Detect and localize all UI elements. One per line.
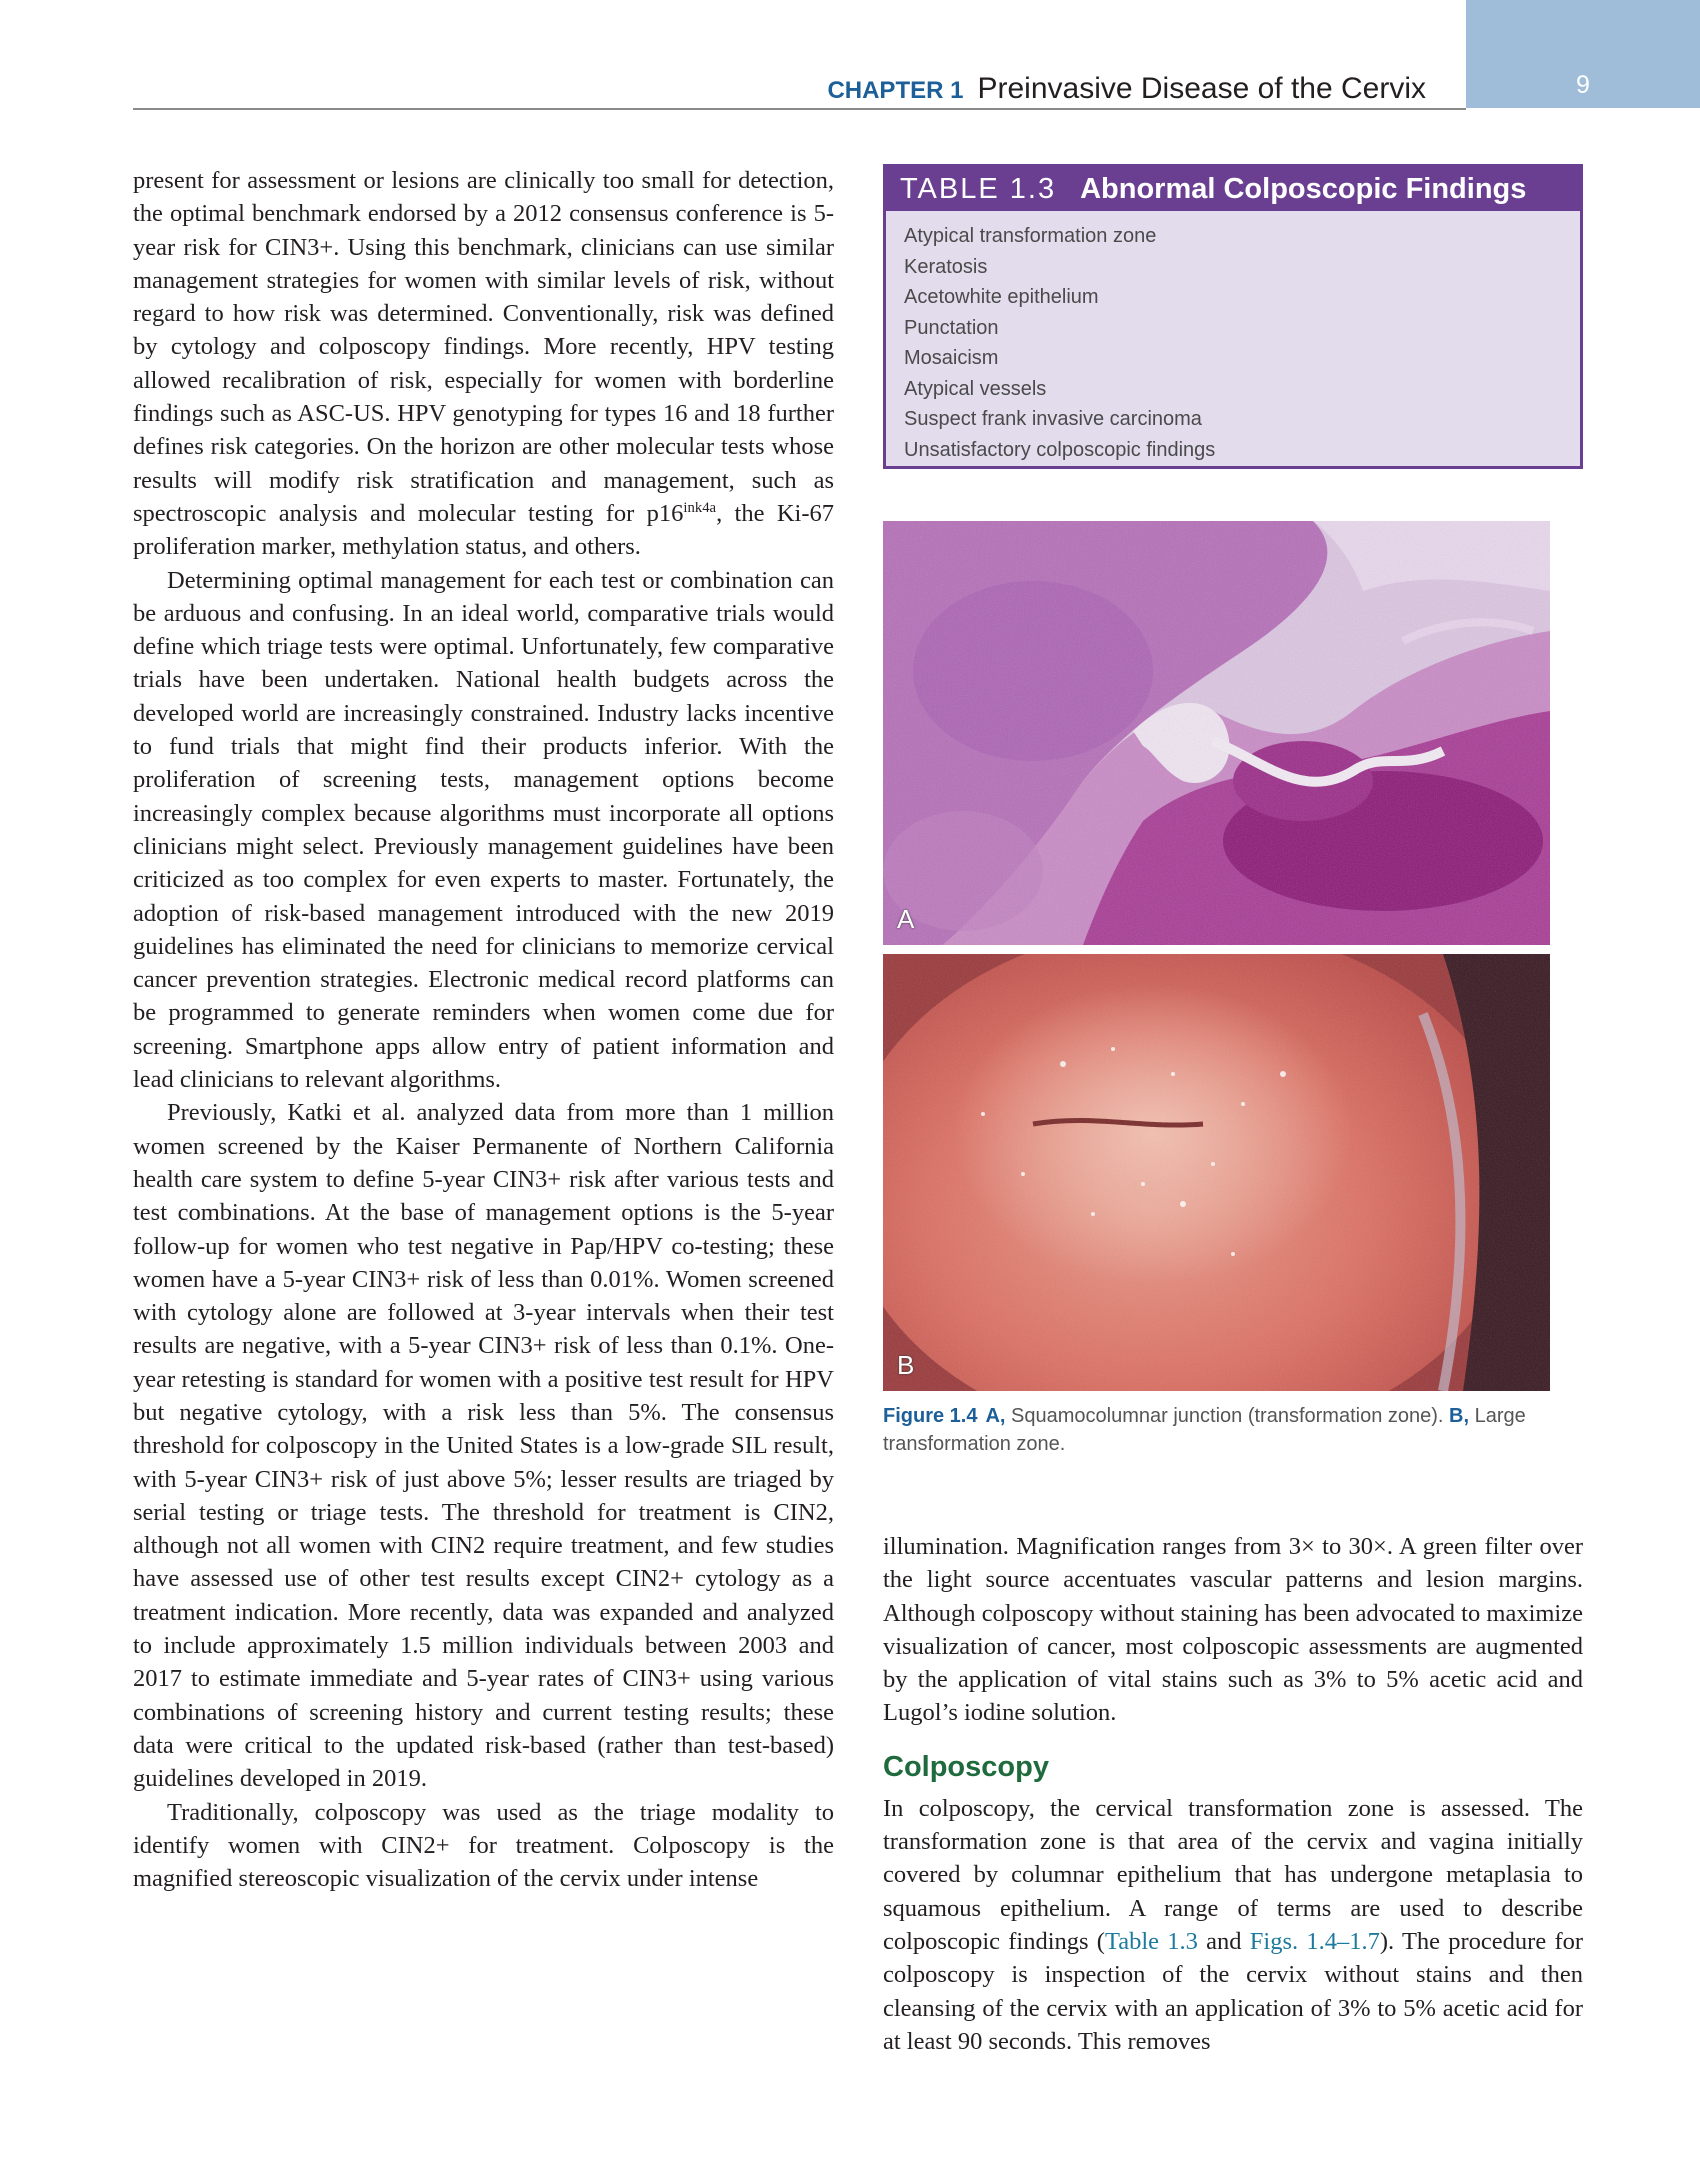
table-list: [886, 211, 1580, 465]
chapter-label: CHAPTER 1: [827, 77, 964, 104]
list-item: Atypical transformation zone: [904, 225, 1157, 247]
list-item: Keratosis: [904, 255, 988, 278]
superscript: ink4a: [683, 499, 717, 516]
histology-image: [883, 521, 1550, 945]
right-column: [883, 1530, 1583, 2058]
list-item: Atypical vessels: [904, 377, 1047, 400]
left-column: [133, 164, 834, 1895]
list-item: Acetowhite epithelium: [904, 286, 1099, 308]
figure-number: Figure 1.4: [883, 1405, 978, 1427]
paragraph: Previously, Katki et al. analyzed data from more than 1 million women screened by the Kaiser Permanente of Northern California health care system to define 5-year CIN3+ risk after various tests and test combinations. At the base of management options is the 5-year follow-up for women who test negative in Pap/HPV co-testing; these women have a 5-year CIN3+ risk of less than 0.01%. Women screened with cytology alone are followed at 3-year intervals when their test results are negative, with a 5-year CIN3+ risk of less than 0.1%. One-year retesting is standard for women with a positive test result for HPV but negative cytology, with a risk less than 5%. The consensus threshold for colposcopy in the United States is a low-grade SIL result, with 5-year CIN3+ risk of just above 5%; lesser results are triaged by serial testing or triage tests. The threshold for treatment is CIN2, although not all women with CIN2 require treatment, and few studies have assessed use of other test results except CIN2+ cytology as a treatment indication. More recently, data was expanded and analyzed to include approximately 1.5 million individuals between 2003 and 2017 to estimate immediate and 5-year rates of CIN3+ using various combinations of screening history and current testing results; these data were critical to the updated risk-based (rather than test-based) guidelines developed in 2019.: [133, 1099, 834, 1793]
header-rule: [133, 108, 1466, 110]
list-item: Suspect frank invasive carcinoma: [904, 408, 1202, 430]
table-title: Abnormal Colposcopic Findings: [1080, 172, 1527, 205]
list-item: Mosaicism: [904, 347, 999, 369]
paragraph: Traditionally, colposcopy was used as the triage modality to identify women with CIN2+ for treatment. Colposcopy is the magnified stereoscopic visualization of the cervix under intense: [133, 1798, 834, 1893]
panel-a-letter: A: [897, 904, 915, 934]
table-header: [886, 167, 1580, 211]
chapter-title: Preinvasive Disease of the Cervix: [977, 72, 1426, 105]
section-heading: Colposcopy: [883, 1750, 1049, 1783]
colposcopy-image: [883, 954, 1550, 1391]
paragraph: illumination. Magnification ranges from 3× to 30×. A green filter over the light source accentuates vascular patterns and lesion margins. Although colposcopy without staining has been advocated to maximize visualization of cancer, most colposcopic assessments are augmented by the application of vital stains such as 3% to 5% acetic acid and Lugol’s iodine solution.: [883, 1533, 1583, 1727]
list-item: Unsatisfactory colposcopic findings: [904, 438, 1216, 461]
figure-1-4b-colposcopy: [883, 954, 1550, 1391]
paragraph: present for assessment or lesions are clinically too small for detection, the optimal benchmark endorsed by a 2012 consensus conference is 5-year risk for CIN3+. Using this benchmark, clinicians can use similar management strategies for women with similar levels of risk, without regard to how risk was determined. Conventionally, risk was defined by cytology and colposcopy findings. More recently, HPV testing allowed recalibration of risk, especially for women with borderline findings such as ASC-US. HPV genotyping for types 16 and 18 further defines risk categories. On the horizon are other molecular tests whose results will modify risk stratification and management, such as spectroscopic analysis and molecular testing for $p16^{ink4a}$, the Ki-67 proliferation marker, methylation status, and others.: [133, 167, 834, 561]
page-number: 9: [1576, 71, 1590, 99]
list-item: Punctation: [904, 316, 999, 339]
running-head: [827, 72, 1426, 106]
table-reference-link[interactable]: Table 1.3: [1104, 1927, 1198, 1955]
table-1-3: [883, 164, 1583, 469]
page-number-tab: [1466, 0, 1700, 108]
paragraph: Determining optimal management for each test or combination can be arduous and confusing. In an ideal world, comparative trials would define which triage tests were optimal. Unfortunately, few comparative trials have been undertaken. National health budgets across the developed world are increasingly constrained. Industry lacks incentive to fund trials that might find their products inferior. With the proliferation of screening tests, management options become increasingly complex because algorithms must incorporate all options clinicians might select. Previously management guidelines have been criticized as too complex for even experts to master. Fortunately, the adoption of risk-based management introduced with the new 2019 guidelines has eliminated the need for clinicians to memorize cervical cancer prevention strategies. Electronic medical record platforms can be programmed to generate reminders when women come due for screening. Smartphone apps allow entry of patient information and lead clinicians to relevant algorithms.: [133, 566, 834, 1094]
paragraph: In colposcopy, the cervical transformation zone is assessed. The transformation zone is that area of the cervix and vagina initially covered by columnar epithelium that has undergone metaplasia to squamous epithelium. A range of terms are used to describe colposcopic findings (Table 1.3 and Figs. 1.4–1.7). The procedure for colposcopy is inspection of the cervix without stains and then cleansing of the cervix with an application of 3% to 5% acetic acid for at least 90 seconds. This removes: [883, 1794, 1584, 2055]
figure-caption: Figure 1.4 A, Squamocolumnar junction (transformation zone). B, Large transformation zone.: [883, 1405, 1526, 1455]
figure-reference-link[interactable]: Figs. 1.4–1.7: [1249, 1927, 1380, 1955]
table-label: TABLE 1.3: [900, 172, 1057, 205]
figure-1-4a-histology: [883, 521, 1550, 945]
panel-b-letter: B: [897, 1350, 915, 1380]
